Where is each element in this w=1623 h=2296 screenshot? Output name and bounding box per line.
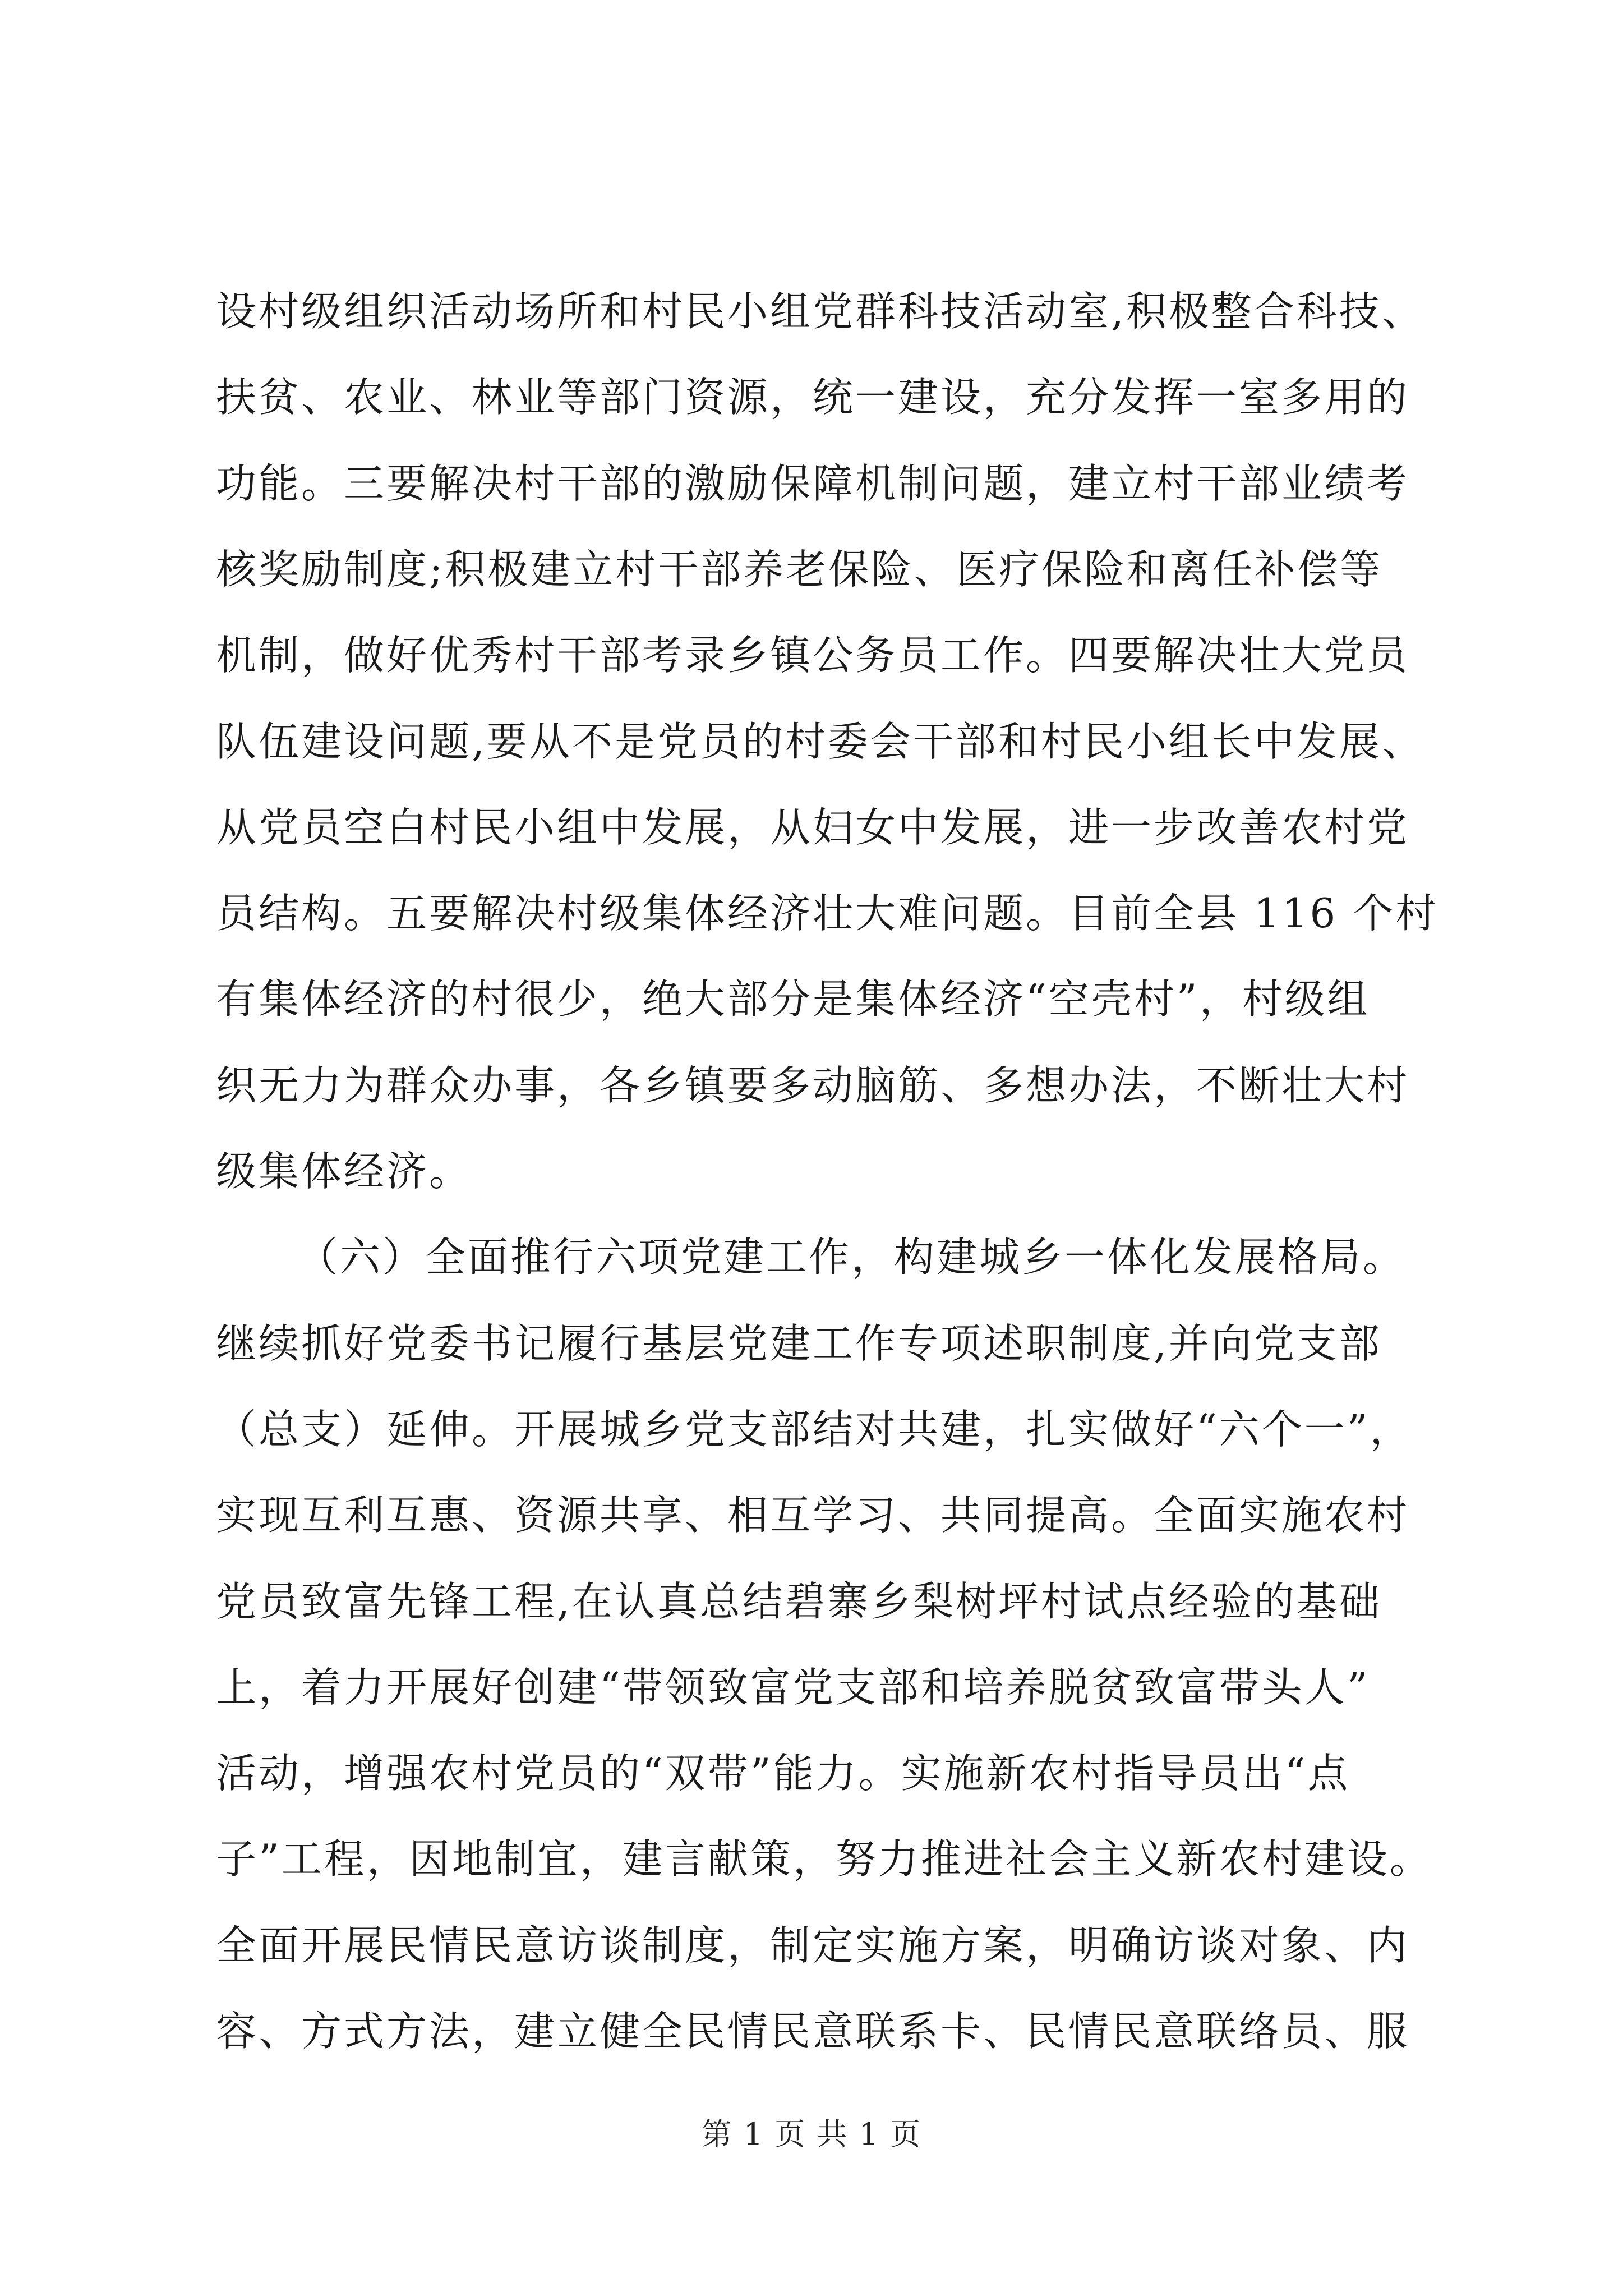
text-line: 活动，增强农村党员的“双带”能力。实施新农村指导员出“点 [216, 1750, 1350, 1797]
text-line: 员结构。五要解决村级集体经济壮大难问题。目前全县 116 个村 [216, 890, 1438, 937]
text-line: 继续抓好党委书记履行基层党建工作专项述职制度,并向党支部 [216, 1320, 1382, 1367]
text-line: （总支）延伸。开展城乡党支部结对共建，扎实做好“六个一”， [216, 1406, 1413, 1453]
text-line: 容、方式方法，建立健全民情民意联系卡、民情民意联络员、服 [216, 2008, 1410, 2055]
text-line: 核奖励制度;积极建立村干部养老保险、医疗保险和离任补偿等 [216, 546, 1383, 593]
text-line: 子”工程，因地制宜，建言献策，努力推进社会主义新农村建设。 [216, 1835, 1432, 1883]
text-line: 全面开展民情民意访谈制度，制定实施方案，明确访谈对象、内 [216, 1922, 1410, 1969]
text-line: 实现互利互惠、资源共享、相互学习、共同提高。全面实施农村 [216, 1492, 1410, 1539]
text-line: 上，着力开展好创建“带领致富党支部和培养脱贫致富带头人” [216, 1664, 1370, 1711]
section-heading-line: （六）全面推行六项党建工作，构建城乡一体化发展格局。 [297, 1234, 1406, 1281]
text-line: 机制，做好优秀村干部考录乡镇公务员工作。四要解决壮大党员 [216, 632, 1410, 679]
text-line: 党员致富先锋工程,在认真总结碧寨乡梨树坪村试点经验的基础 [216, 1578, 1382, 1625]
text-line: 织无力为群众办事，各乡镇要多动脑筋、多想办法，不断壮大村 [216, 1062, 1410, 1109]
text-line: 从党员空白村民小组中发展，从妇女中发展，进一步改善农村党 [216, 804, 1410, 851]
text-line: 设村级组织活动场所和村民小组党群科技活动室,积极整合科技、 [216, 288, 1424, 335]
text-line: 功能。三要解决村干部的激励保障机制问题，建立村干部业绩考 [216, 460, 1410, 507]
text-line: 扶贫、农业、林业等部门资源，统一建设，充分发挥一室多用的 [216, 374, 1410, 421]
text-line: 有集体经济的村很少，绝大部分是集体经济“空壳村”，村级组 [216, 976, 1370, 1023]
text-line: 级集体经济。 [216, 1148, 472, 1195]
text-line: 队伍建设问题,要从不是党员的村委会干部和村民小组长中发展、 [216, 718, 1424, 765]
page-number-footer: 第 1 页 共 1 页 [701, 2116, 922, 2152]
